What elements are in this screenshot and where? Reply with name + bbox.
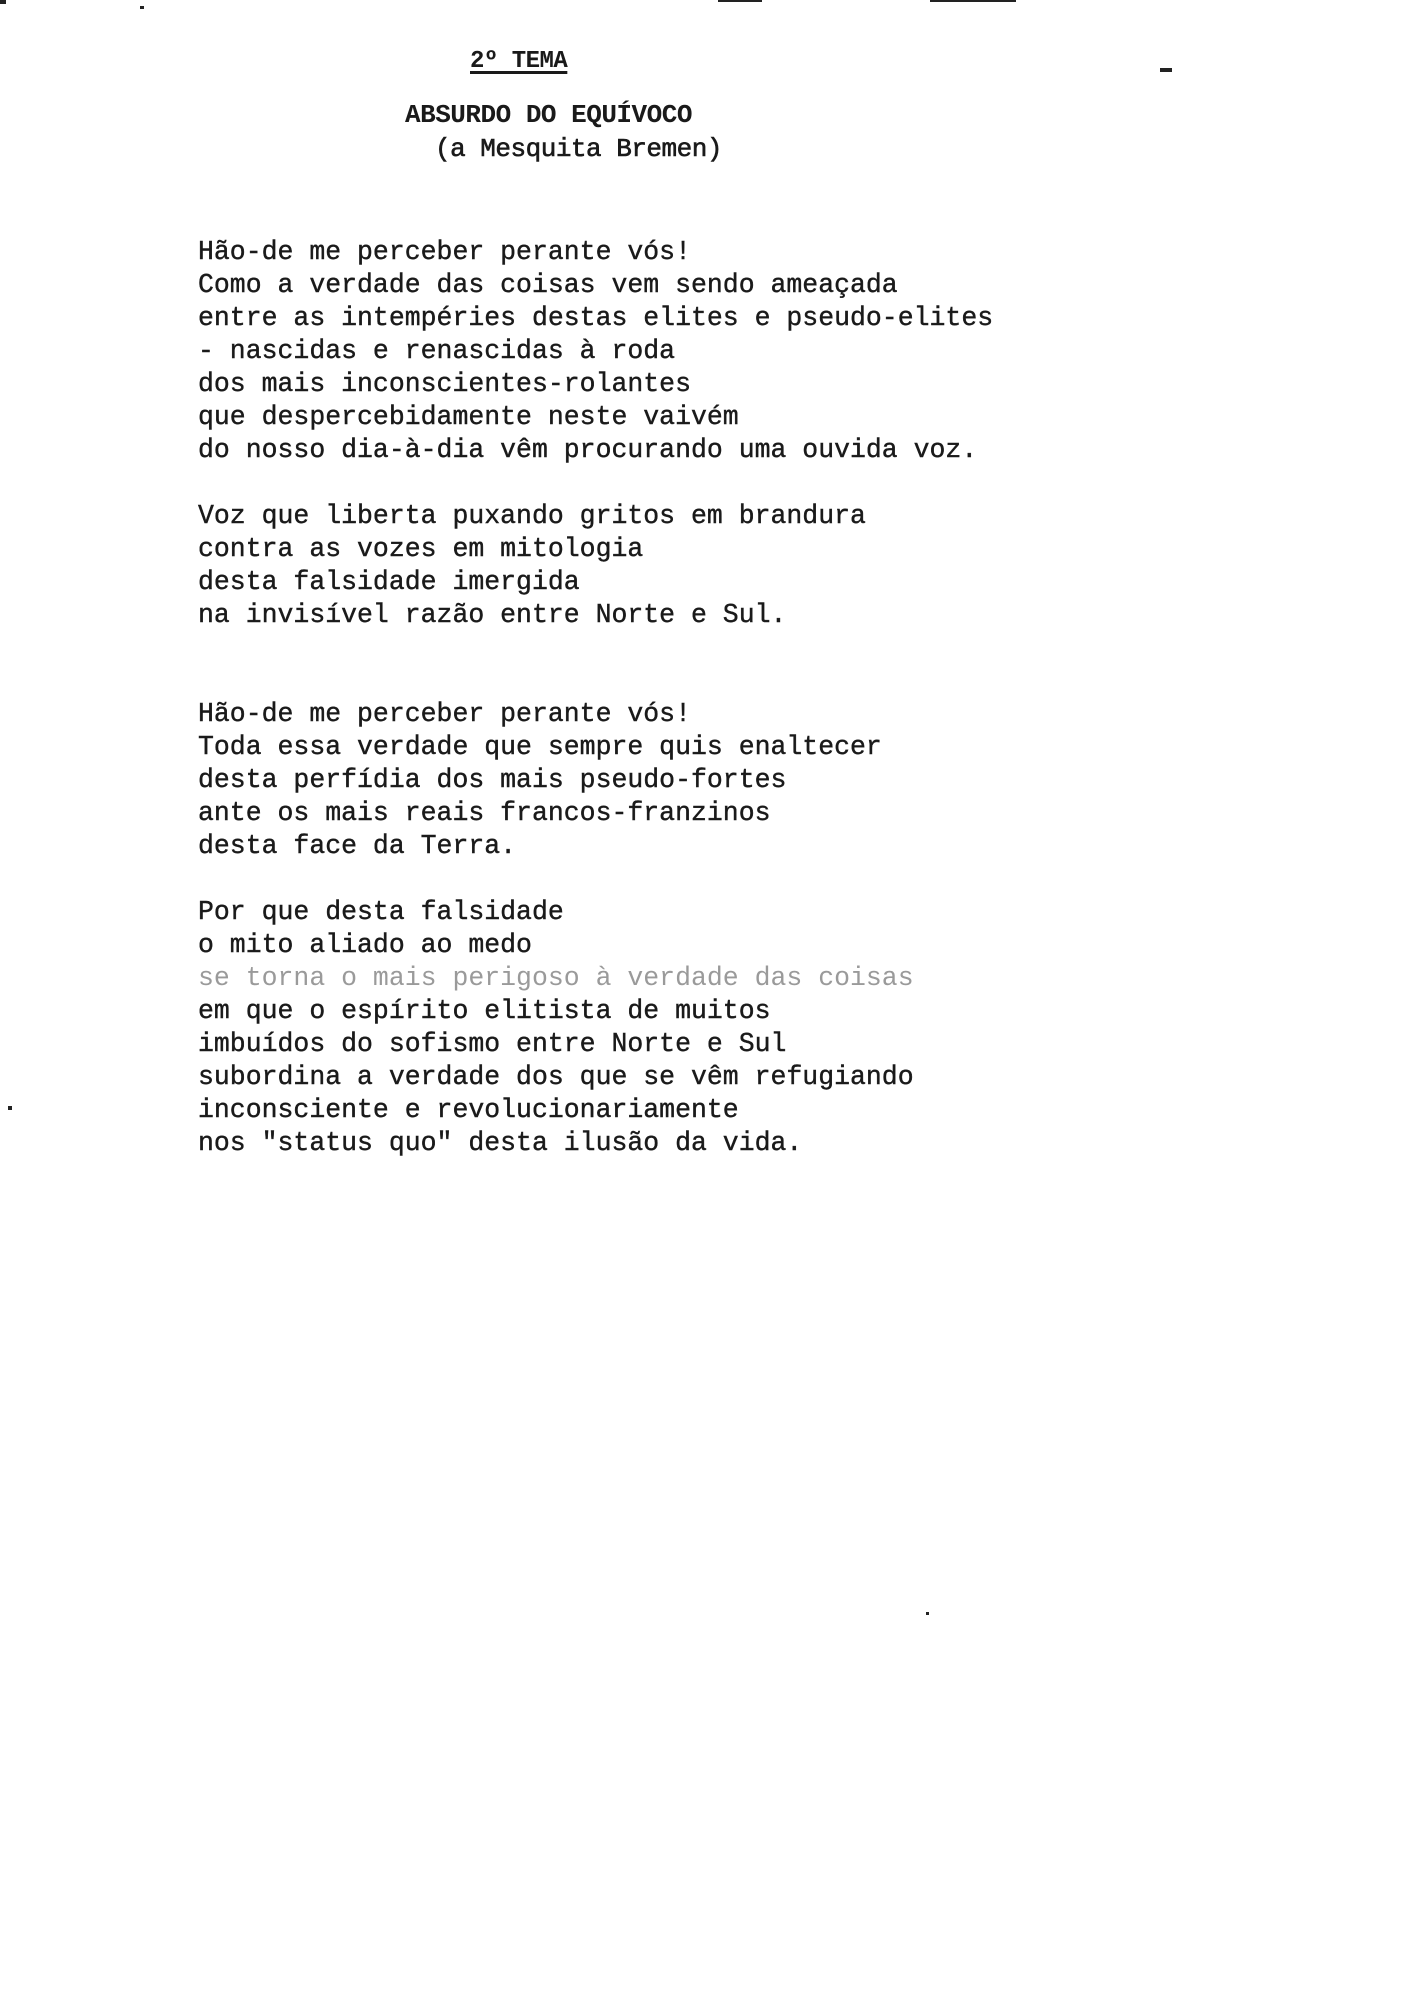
scan-mark xyxy=(0,0,6,4)
poem-line: Como a verdade das coisas vem sendo ameaçada xyxy=(198,270,898,300)
stanza-2 xyxy=(198,500,1378,632)
poem-line: desta face da Terra. xyxy=(198,831,517,861)
scan-mark xyxy=(8,1106,12,1110)
stanza-4 xyxy=(198,896,1378,1160)
poem-line: contra as vozes em mitologia xyxy=(198,534,644,564)
poem-line: Hão-de me perceber perante vós! xyxy=(198,237,691,267)
scan-mark xyxy=(140,6,144,9)
poem-line: inconsciente e revolucionariamente xyxy=(198,1095,739,1125)
poem-title: ABSURDO DO EQUÍVOCO xyxy=(405,100,692,130)
poem-line-faded: se torna o mais perigoso à verdade das coisas xyxy=(198,963,914,993)
poem-line: do nosso dia-à-dia vêm procurando uma ouvida voz. xyxy=(198,435,978,465)
poem-line: Por que desta falsidade xyxy=(198,897,564,927)
poem-line: entre as intempéries destas elites e pseudo-elites xyxy=(198,303,994,333)
poem-line: nos "status quo" desta ilusão da vida. xyxy=(198,1128,803,1158)
scan-mark xyxy=(718,0,762,2)
scan-mark xyxy=(926,1612,929,1615)
poem-dedication: (a Mesquita Bremen) xyxy=(435,134,722,164)
stanza-gap xyxy=(198,632,1378,698)
stanza-gap xyxy=(198,863,1378,896)
poem-line: imbuídos do sofismo entre Norte e Sul xyxy=(198,1029,787,1059)
scan-mark xyxy=(930,0,1016,2)
poem-line: Hão-de me perceber perante vós! xyxy=(198,699,691,729)
poem-line: desta perfídia dos mais pseudo-fortes xyxy=(198,765,787,795)
poem-line: o mito aliado ao medo xyxy=(198,930,532,960)
stanza-gap xyxy=(198,467,1378,500)
poem-line: - nascidas e renascidas à roda xyxy=(198,336,676,366)
scan-mark xyxy=(1160,68,1172,72)
poem-line: na invisível razão entre Norte e Sul. xyxy=(198,600,787,630)
poem-line: ante os mais reais francos-franzinos xyxy=(198,798,771,828)
poem-line: dos mais inconscientes-rolantes xyxy=(198,369,691,399)
stanza-3 xyxy=(198,698,1378,863)
theme-number: 2º TEMA xyxy=(470,48,568,75)
poem-body xyxy=(198,236,1378,1160)
stanza-1 xyxy=(198,236,1378,467)
poem-line: em que o espírito elitista de muitos xyxy=(198,996,771,1026)
poem-line: Voz que liberta puxando gritos em brandura xyxy=(198,501,866,531)
poem-line: desta falsidade imergida xyxy=(198,567,580,597)
poem-line: Toda essa verdade que sempre quis enaltecer xyxy=(198,732,882,762)
poem-line: subordina a verdade dos que se vêm refugiando xyxy=(198,1062,914,1092)
poem-line: que despercebidamente neste vaivém xyxy=(198,402,739,432)
